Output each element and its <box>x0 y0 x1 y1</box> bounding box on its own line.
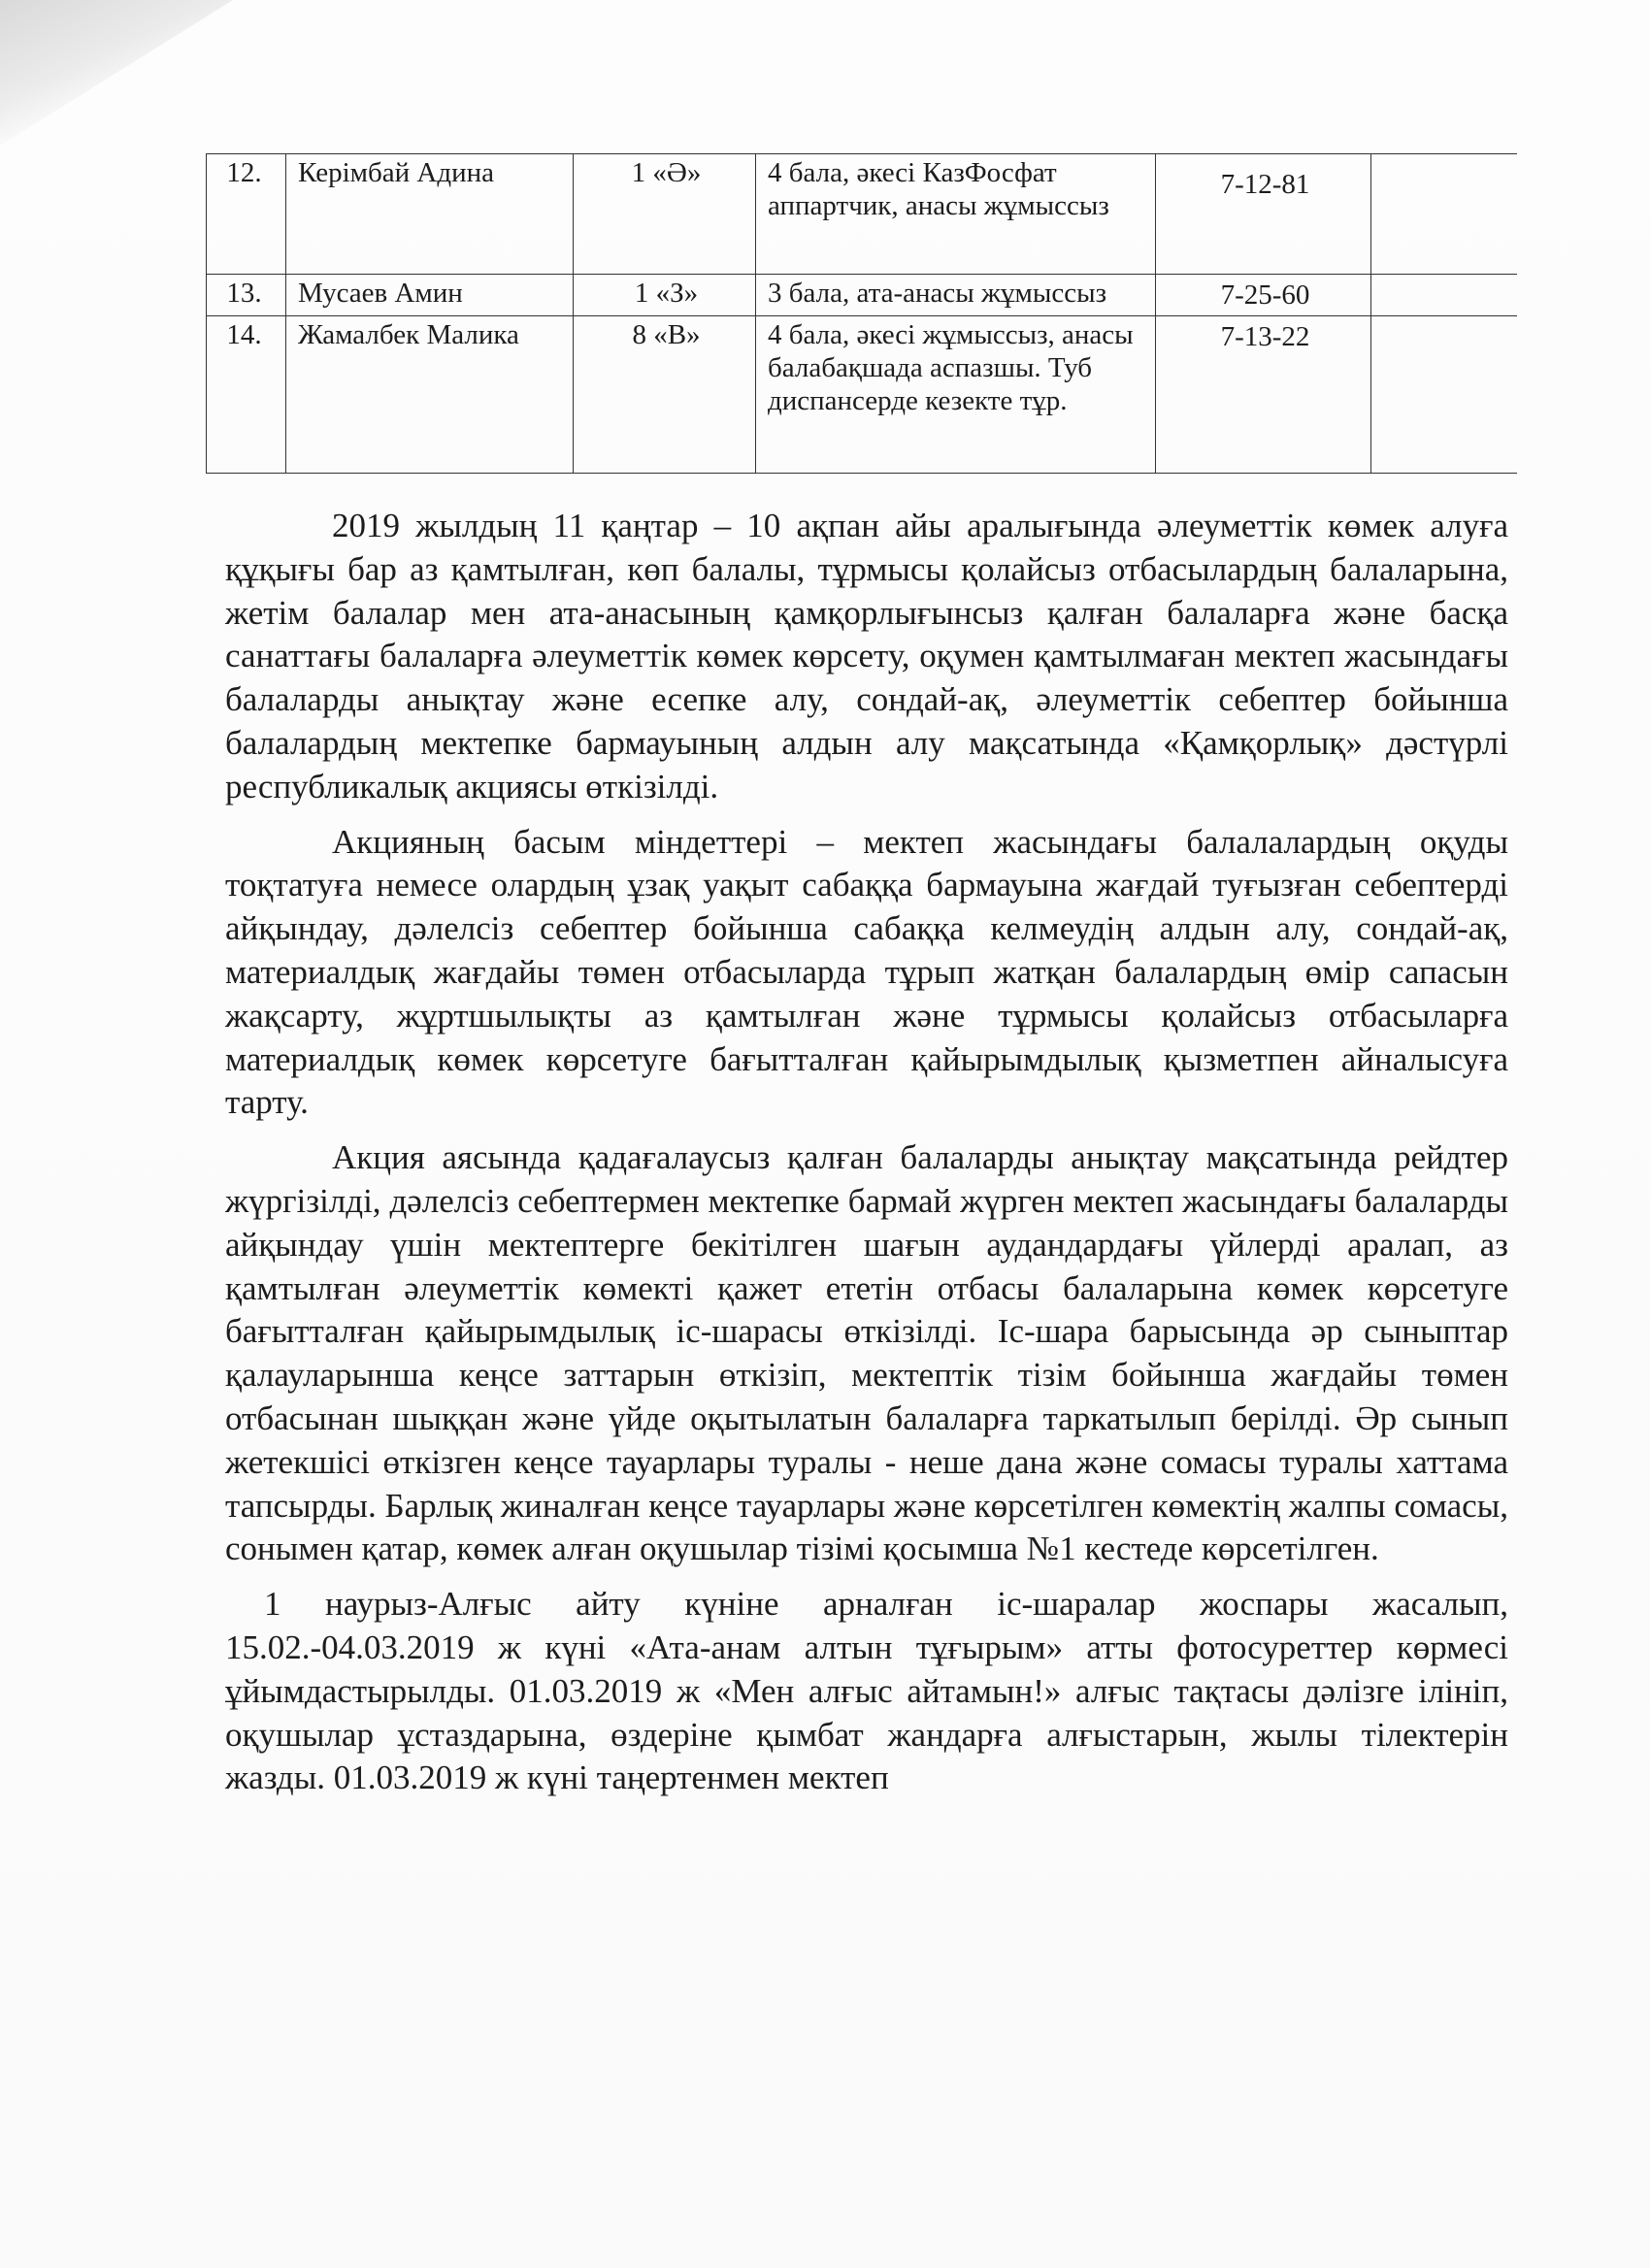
paragraph-kamkorlyk-action: 2019 жылдың 11 қаңтар – 10 ақпан айы аралығында әлеуметтік көмек алуға құқығы бар аз қамтылған, көп балалы, тұрмысы қолайсыз отбасылардың балаларына, жетім балалар мен ата-анасының қамқорлығынсыз қалған балаларға және басқа санаттағы балаларға әлеуметтік көмек көрсету, оқумен қамтылмаған мектеп жасындағы балаларды анықтау және есепке алу, сондай-ақ, әлеуметтік себептер бойынша балалардың мектепке бармауының алдын алу мақсатында «Қамқорлық» дәстүрлі республикалық акциясы өткізілді. <box>225 507 1508 805</box>
table-row <box>207 316 1517 474</box>
students-table <box>206 153 1517 474</box>
family-info: 3 бала, ата-анасы жұмыссыз <box>756 275 1156 316</box>
student-name: Мусаев Амин <box>286 275 574 316</box>
paragraph-action-raids: Акция аясында қадағалаусыз қалған балаларды анықтау мақсатында рейдтер жүргізілді, дәлелсіз себептермен мектепке бармай жүрген мектеп жасындағы балаларды айқындау үшін мектептерге бекітілген шағын аудандардағы үйлерді аралап, аз қамтылған әлеуметтік көмекті қажет ететін отбасы балаларына көмек көрсетуге бағытталған қайырымдылық іс-шарасы өткізілді. Іс-шара барысында әр сыныптар қалауларынша кеңсе заттарын өткізіп, мектептік тізім бойынша жағдайы төмен отбасынан шыққан және үйде оқытылатын балаларға таркатылып берілді. Әр сынып жетекшісі өткізген кеңсе тауарлары туралы - неше дана және сомасы туралы хаттама тапсырды. Барлық жиналған кеңсе тауарлары және көрсетілген көмектің жалпы сомасы, сонымен қатар, көмек алған оқушылар тізімі қосымша №1 кестеде көрсетілген. <box>225 1138 1508 1568</box>
phone-number: 7-12-81 <box>1156 154 1371 275</box>
row-number: 13. <box>207 275 286 316</box>
empty-cell <box>1371 275 1517 316</box>
row-number: 14. <box>207 316 286 474</box>
empty-cell <box>1371 316 1517 474</box>
phone-number: 7-13-22 <box>1156 316 1371 474</box>
table-row <box>207 154 1517 275</box>
paragraph-action-tasks: Акцияның басым міндеттері – мектеп жасындағы балалалардың оқуды тоқтатуға немесе олардың ұзақ уақыт сабаққа бармауына жағдай туғызған себептерді айқындау, дәлелсіз себептер бойынша сабаққа келмеудің алдын алу, сондай-ақ, материалдық жағдайы төмен отбасыларда тұрып жатқан балалардың өмір сапасын жақсарту, жұртшылықты аз қамтылған және тұрмысы қолайсыз отбасыларға материалдық көмек көрсетуге бағытталған қайырымдылық қызметпен айналысуға тарту. <box>225 822 1508 1122</box>
student-name: Жамалбек Малика <box>286 316 574 474</box>
family-info: 4 бала, әкесі КазФосфат аппартчик, анасы жұмыссыз <box>756 154 1156 275</box>
phone-number: 7-25-60 <box>1156 275 1371 316</box>
paragraph-gratitude-day: 1 наурыз-Алғыс айту күніне арналған іс-шаралар жоспары жасалып, 15.02.-04.03.2019 ж күні «Ата-анам алтын тұғырым» атты фотосуреттер көрмесі ұйымдастырылды. 01.03.2019 ж «Мен алғыс айтамын!» алғыс тақтасы дәлізге ілініп, оқушылар ұстаздарына, өздеріне қымбат жандарға алғыстарын, жылы тілектерін жазды. 01.03.2019 ж күні таңертенмен мектеп <box>225 1585 1508 1797</box>
student-class: 1 «Ә» <box>574 154 756 275</box>
page-corner-fold <box>0 0 233 146</box>
table-row <box>207 275 1517 316</box>
family-info: 4 бала, әкесі жұмыссыз, анасы балабақшада аспазшы. Туб диспансерде кезекте тұр. <box>756 316 1156 474</box>
student-class: 1 «З» <box>574 275 756 316</box>
document-body <box>225 505 1508 1812</box>
student-name: Керімбай Адина <box>286 154 574 275</box>
empty-cell <box>1371 154 1517 275</box>
row-number: 12. <box>207 154 286 275</box>
student-class: 8 «В» <box>574 316 756 474</box>
